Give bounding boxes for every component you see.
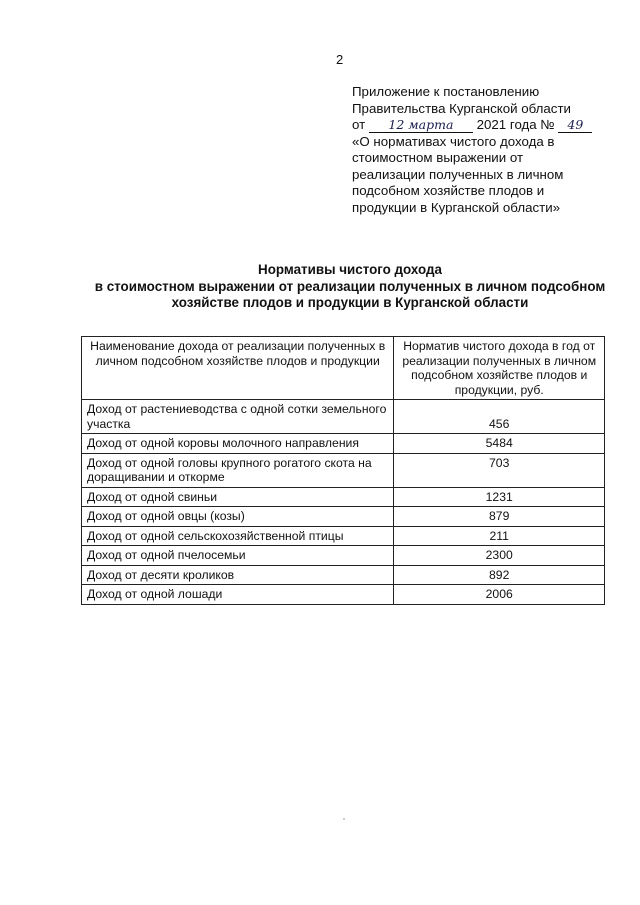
income-name-cell: Доход от одной свиньи — [82, 487, 394, 507]
table-row — [82, 487, 605, 507]
income-name-cell: Доход от десяти кроликов — [82, 565, 394, 585]
income-name-cell: Доход от растениеводства с одной сотки земельного участка — [82, 400, 394, 434]
table-row — [82, 400, 605, 434]
table-row — [82, 585, 605, 605]
appendix-year-text: 2021 года № — [476, 117, 555, 132]
scan-speck — [343, 818, 345, 820]
table-row — [82, 546, 605, 566]
title-line: Нормативы чистого дохода — [258, 262, 442, 277]
appendix-line-2: Правительства Курганской области — [352, 100, 571, 116]
income-name-cell: Доход от одной лошади — [82, 585, 394, 605]
income-name-cell: Доход от одной коровы молочного направления — [82, 434, 394, 454]
table-row — [82, 565, 605, 585]
income-value-cell: 2300 — [394, 546, 605, 566]
income-value-cell: 703 — [394, 453, 605, 487]
appendix-date-line — [352, 117, 612, 134]
appendix-line-1: Приложение к постановлению — [352, 84, 540, 99]
appendix-quote-line: подсобном хозяйстве плодов и — [352, 183, 545, 198]
income-value-cell: 211 — [394, 526, 605, 546]
income-value-cell: 456 — [394, 400, 605, 434]
appendix-block — [352, 84, 612, 216]
income-value-cell: 892 — [394, 565, 605, 585]
title-line: в стоимостном выражении от реализации полученных в личном подсобном — [94, 278, 606, 294]
income-name-cell: Доход от одной головы крупного рогатого скота на доращивании и откорме — [82, 453, 394, 487]
handwritten-date: 12 марта — [369, 118, 473, 133]
table-header-row — [82, 337, 605, 400]
table-row — [82, 526, 605, 546]
handwritten-number: 49 — [558, 118, 592, 133]
header-income-name: Наименование дохода от реализации полученных в личном подсобном хозяйстве плодов и продукции — [82, 337, 394, 400]
page-number: 2 — [336, 52, 344, 67]
appendix-from-label: от — [352, 117, 366, 132]
header-income-norm: Норматив чистого дохода в год от реализации полученных в личном подсобном хозяйстве плодов и продукции, руб. — [394, 337, 605, 400]
table-row — [82, 453, 605, 487]
appendix-quote-line: реализации полученных в личном — [352, 166, 564, 182]
income-value-cell: 1231 — [394, 487, 605, 507]
income-name-cell: Доход от одной сельскохозяйственной птицы — [82, 526, 394, 546]
norms-table — [81, 336, 605, 605]
income-value-cell: 879 — [394, 507, 605, 527]
appendix-quote-line: стоимостном выражении от — [352, 150, 524, 165]
appendix-quote-line: продукции в Курганской области» — [352, 199, 561, 215]
table-row — [82, 434, 605, 454]
income-value-cell: 5484 — [394, 434, 605, 454]
income-name-cell: Доход от одной пчелосемьи — [82, 546, 394, 566]
document-title — [60, 262, 640, 312]
table-row — [82, 507, 605, 527]
appendix-quote-line: «О нормативах чистого дохода в — [352, 133, 555, 149]
income-value-cell: 2006 — [394, 585, 605, 605]
income-name-cell: Доход от одной овцы (козы) — [82, 507, 394, 527]
title-line: хозяйстве плодов и продукции в Курганской области — [171, 295, 529, 310]
